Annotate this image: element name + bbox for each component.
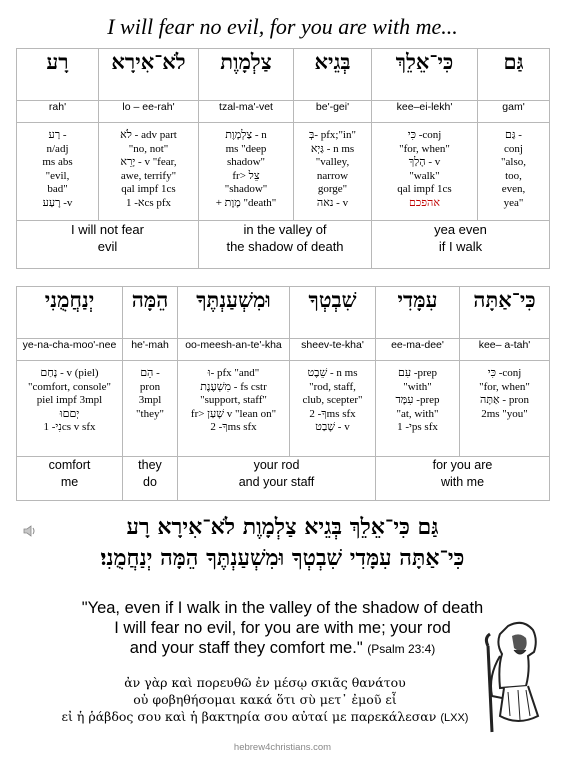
hebrew-word: רָע: [17, 49, 99, 101]
phrase-meaning: [199, 221, 372, 269]
transliteration: tzal-ma'-vet: [199, 101, 294, 123]
grammar-line: לֹא - adv part: [120, 129, 177, 141]
meaning-line: your rod: [253, 458, 300, 472]
transliteration: kee– a-tah': [460, 339, 550, 361]
grammar-line: ךָ- 2ms sfx: [309, 407, 356, 420]
hebrew-word: גַּם: [478, 49, 550, 101]
grammar-line: awe, terrify": [120, 169, 177, 182]
grammar-line: bad": [47, 183, 68, 195]
hebrew-word: עִמָּדִי: [376, 287, 460, 339]
grammar-line: narrow: [316, 169, 349, 182]
hebrew-word: צַלְמָוֶת: [199, 49, 294, 101]
grammar-line: בְּ- pfx;"in": [309, 129, 356, 141]
grammar-notes: [178, 361, 290, 457]
meaning-row: [17, 221, 550, 269]
septuagint-label: (LXX): [440, 712, 469, 724]
grammar-notes: [376, 361, 460, 457]
grammar-line: piel impf 3mpl: [36, 394, 103, 406]
grammar-line: גַּיְא - n ms: [310, 142, 355, 155]
grammar-line: רַע -: [48, 129, 67, 141]
hebrew-word: בְּגֵיא: [294, 49, 372, 101]
grammar-line: צַלְמָוֶת - n: [225, 129, 267, 141]
greek-verse-line: οὐ φοβηθήσομαι κακά ὅτι σὺ μετ᾽ ἐμοῦ εἶ: [133, 692, 397, 707]
grammar-notes: [123, 361, 178, 457]
meaning-line: the shadow of death: [226, 239, 344, 254]
grammar-row: [17, 123, 550, 221]
hebrew-word: לֹא־אִירָא: [99, 49, 199, 101]
grammar-line: "with": [403, 380, 432, 393]
grammar-line: רָעַע -v: [42, 196, 73, 209]
greek-verse-line: [30, 708, 500, 727]
grammar-line: כִּי -conj: [487, 367, 522, 379]
transliteration: kee–ei-lekh': [372, 101, 478, 123]
transliteration: rah': [17, 101, 99, 123]
grammar-line: "at, with": [396, 407, 439, 420]
grammar-notes: [199, 123, 294, 221]
meaning-line: they: [138, 458, 162, 472]
transliteration: ye-na-cha-moo'-nee: [17, 339, 123, 361]
grammar-line: עִמָּד -prep: [395, 394, 440, 406]
grammar-line: "walk": [409, 169, 440, 182]
grammar-line: + מָוֶת "death": [215, 196, 277, 209]
grammar-notes: [17, 123, 99, 221]
grammar-notes: [290, 361, 376, 457]
site-footer[interactable]: hebrew4christians.com: [233, 742, 332, 753]
grammar-line: club, scepter": [302, 394, 363, 406]
phrase-meaning: [17, 457, 123, 501]
word-table-2: [16, 286, 550, 501]
transliteration-row: [17, 339, 550, 361]
grammar-line: "they": [136, 407, 164, 420]
meaning-line: I will not fear: [71, 222, 144, 237]
shepherd-figure-icon: [478, 616, 548, 734]
grammar-line: שֵׁבֶט - n ms: [307, 367, 358, 379]
grammar-line: pron: [139, 380, 161, 393]
grammar-notes: [17, 361, 123, 457]
hebrew-verse-line: גַּם כִּי־אֵלֵךְ בְּגֵיא צַלְמָוֶת לֹא־אִירָא רָע: [126, 514, 439, 540]
phrase-meaning: [178, 457, 376, 501]
meaning-row: [17, 457, 550, 501]
grammar-line: "shadow": [224, 183, 268, 195]
page-title: I will fear no evil, for you are with me...: [107, 14, 458, 39]
grammar-line: אהפכם: [409, 196, 440, 209]
grammar-line: "valley,: [315, 156, 350, 168]
phrase-meaning: [17, 221, 199, 269]
meaning-line: comfort: [48, 458, 91, 472]
hebrew-word: כִּי־אַתָּה: [460, 287, 550, 339]
meaning-line: in the valley of: [243, 222, 327, 237]
grammar-line: conj: [504, 142, 523, 155]
hebrew-word: כִּי־אֵלֵךְ: [372, 49, 478, 101]
grammar-line: even,: [501, 183, 526, 195]
grammar-line: qal impf 1cs: [121, 183, 176, 195]
meaning-line: if I walk: [438, 239, 483, 254]
grammar-row: [17, 361, 550, 457]
hebrew-word: הֵמָּה: [123, 287, 178, 339]
grammar-line: מִשְׁעֶנֶת - fs cstr: [200, 380, 267, 393]
grammar-line: יְםםוּ: [59, 407, 80, 420]
hebrew-word: יְנַחֲמֻנִי: [17, 287, 123, 339]
phrase-meaning: [376, 457, 550, 501]
hebrew-word: וּמִשְׁעַנְתֶּךָ: [178, 287, 290, 339]
grammar-line: "evil,: [45, 169, 70, 182]
meaning-line: evil: [97, 239, 118, 254]
grammar-line: fr> שָׁעַן v "lean on": [190, 407, 277, 420]
grammar-line: עִם -prep: [397, 367, 438, 379]
grammar-line: n/adj: [46, 142, 69, 155]
grammar-line: נאה - v: [316, 196, 349, 209]
meaning-line: and your staff: [238, 475, 315, 489]
meaning-line: do: [143, 475, 157, 489]
grammar-line: "for, when": [399, 142, 450, 155]
english-verse-line: "Yea, even if I walk in the valley of the shadow of death: [81, 599, 484, 617]
grammar-line: fr> צֵל: [232, 169, 260, 182]
word-table-1: [16, 48, 550, 269]
grammar-line: נָחַם - v (piel): [40, 367, 99, 379]
grammar-line: "comfort, console": [28, 380, 111, 393]
grammar-line: "no, not": [128, 142, 169, 155]
grammar-line: גַּם -: [505, 129, 522, 141]
transliteration: lo – ee-rah': [99, 101, 199, 123]
grammar-line: אַתָּה - pron: [480, 394, 529, 406]
grammar-line: ms abs: [42, 156, 73, 168]
hebrew-verse-line: כִּי־אַתָּה עִמָּדִי שִׁבְטְךָ וּמִשְׁעַנְתֶּךָ הֵמָּה יְנַחֲמֻנִי׃: [100, 545, 465, 571]
transliteration: be'-gei': [294, 101, 372, 123]
grammar-line: הָלַךְ - v: [408, 156, 441, 168]
meaning-line: yea even: [434, 222, 487, 237]
grammar-notes: [99, 123, 199, 221]
meaning-line: me: [60, 475, 79, 489]
grammar-line: qal impf 1cs: [397, 183, 452, 195]
hebrew-word-row: [17, 287, 550, 339]
grammar-line: ךָ- 2ms sfx: [210, 421, 257, 433]
hebrew-word-row: [17, 49, 550, 101]
grammar-notes: [372, 123, 478, 221]
grammar-notes: [294, 123, 372, 221]
transliteration: sheev-te-kha': [290, 339, 376, 361]
grammar-line: "rod, staff,: [309, 380, 356, 393]
transliteration: gam': [478, 101, 550, 123]
grammar-line: shadow": [226, 156, 266, 168]
grammar-line: gorge": [317, 183, 348, 195]
grammar-line: 2ms "you": [481, 407, 528, 420]
grammar-line: "support, staff": [200, 394, 267, 406]
grammar-line: הֵם -: [140, 367, 160, 379]
transliteration-row: [17, 101, 550, 123]
transliteration: ee-ma-dee': [376, 339, 460, 361]
transliteration: he'-mah: [123, 339, 178, 361]
english-verse-text: and your staff they comfort me.": [129, 639, 363, 657]
greek-verse-text: εἰ ἡ ῥάβδος σου καὶ ἡ βακτηρία σου αὐταί με παρεκάλεσαν: [61, 709, 437, 724]
meaning-line: with me: [440, 475, 485, 489]
grammar-line: יָרֵא - v "fear,: [120, 156, 177, 168]
verse-reference: (Psalm 23:4): [367, 642, 436, 656]
hebrew-word: שִׁבְטְךָ: [290, 287, 376, 339]
grammar-line: כִּי -conj: [407, 129, 442, 141]
grammar-line: י- 1ps sfx: [397, 421, 438, 433]
greek-verse-line: ἀν γὰρ καὶ πορευθῶ ἐν μέσῳ σκιᾶς θανάτου: [124, 675, 406, 690]
grammar-line: too,: [505, 169, 522, 182]
grammar-notes: [460, 361, 550, 457]
english-verse-line: I will fear no evil, for you are with me; your rod: [114, 619, 451, 637]
grammar-line: "for, when": [479, 380, 530, 393]
grammar-line: yea": [503, 196, 524, 209]
grammar-line: ms "deep: [225, 142, 267, 155]
phrase-meaning: [372, 221, 550, 269]
grammar-notes: [478, 123, 550, 221]
meaning-line: for you are: [432, 458, 493, 472]
phrase-meaning: [123, 457, 178, 501]
grammar-line: א- 1cs pfx: [125, 196, 172, 209]
grammar-line: 3mpl: [138, 394, 162, 406]
grammar-line: נִי- 1cs v sfx: [43, 421, 96, 433]
grammar-line: וּ- pfx "and": [207, 367, 260, 379]
transliteration: oo-meesh-an-te'-kha: [178, 339, 290, 361]
grammar-line: "also,: [501, 156, 526, 168]
grammar-line: שָׁבַט - v: [315, 421, 350, 433]
greek-verse: [30, 674, 500, 727]
